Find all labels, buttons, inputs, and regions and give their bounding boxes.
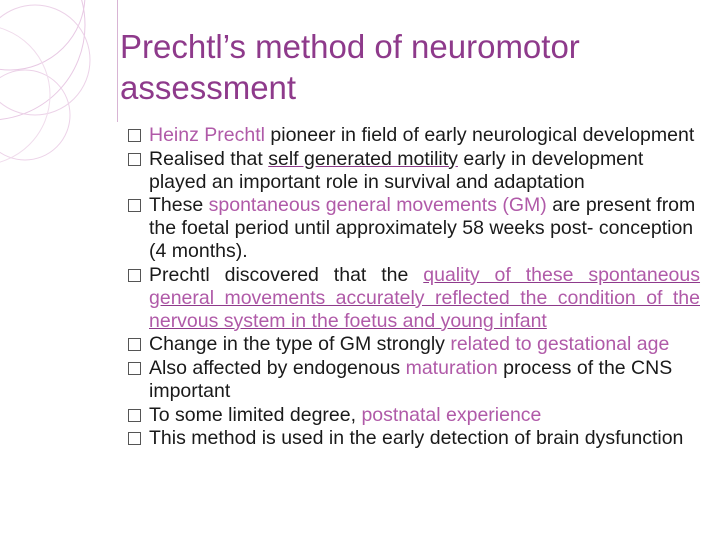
bullet-list: [128, 124, 700, 451]
bullet-text: To some limited degree,: [149, 403, 362, 426]
bullet-text: early in development played an important role in survival and adaptation: [149, 147, 644, 193]
underlined-text: self generated motility: [268, 147, 458, 170]
decorative-circle: [0, 0, 85, 120]
checkbox-bullet-icon: [128, 199, 141, 212]
decorative-circle: [0, 5, 90, 115]
highlighted-text: postnatal experience: [361, 403, 542, 426]
highlighted-text: spontaneous general movements (GM): [208, 194, 547, 217]
checkbox-bullet-icon: [128, 129, 141, 142]
bullet-item: [128, 124, 700, 147]
bullet-text: are present from the foetal period until approximately 58 weeks post- conception (4 months).: [149, 194, 696, 263]
bullet-text: These: [149, 194, 209, 217]
slide-title: [120, 26, 710, 108]
bullet-text: Prechtl discovered that the: [149, 263, 424, 286]
decorative-circle: [0, 25, 50, 165]
bullet-text: Change in the type of GM strongly: [149, 333, 451, 356]
checkbox-bullet-icon: [128, 269, 141, 282]
checkbox-bullet-icon: [128, 338, 141, 351]
bullet-item: [128, 194, 700, 263]
decorative-circle: [0, 0, 85, 70]
checkbox-bullet-icon: [128, 362, 141, 375]
title-line-1: Prechtl’s method of neuromotor: [120, 28, 580, 65]
checkbox-bullet-icon: [128, 432, 141, 445]
bullet-text: pioneer in field of early neurological development: [264, 124, 695, 146]
title-line-2: assessment: [120, 69, 297, 106]
underlined-text: quality of these spontaneous general movements accurately reflected the condition of the nervous system in the foetus and young infant: [149, 263, 701, 332]
bullet-item: [128, 404, 700, 427]
checkbox-bullet-icon: [128, 409, 141, 422]
bullet-item: [128, 264, 700, 333]
highlighted-text: maturation: [405, 356, 498, 379]
highlighted-text: related to gestational age: [450, 333, 670, 356]
bullet-item: [128, 427, 700, 450]
bullet-text: Also affected by endogenous: [149, 356, 406, 379]
bullet-text: process of the CNS important: [149, 356, 673, 402]
checkbox-bullet-icon: [128, 153, 141, 166]
bullet-item: [128, 357, 700, 403]
bullet-text: This method is used in the early detection of brain dysfunction: [149, 427, 684, 450]
bullet-item: [128, 148, 700, 194]
title-divider: [117, 0, 118, 122]
bullet-item: [128, 333, 700, 356]
bullet-text: Realised that: [149, 147, 269, 170]
highlighted-text: Heinz Prechtl: [149, 124, 265, 146]
